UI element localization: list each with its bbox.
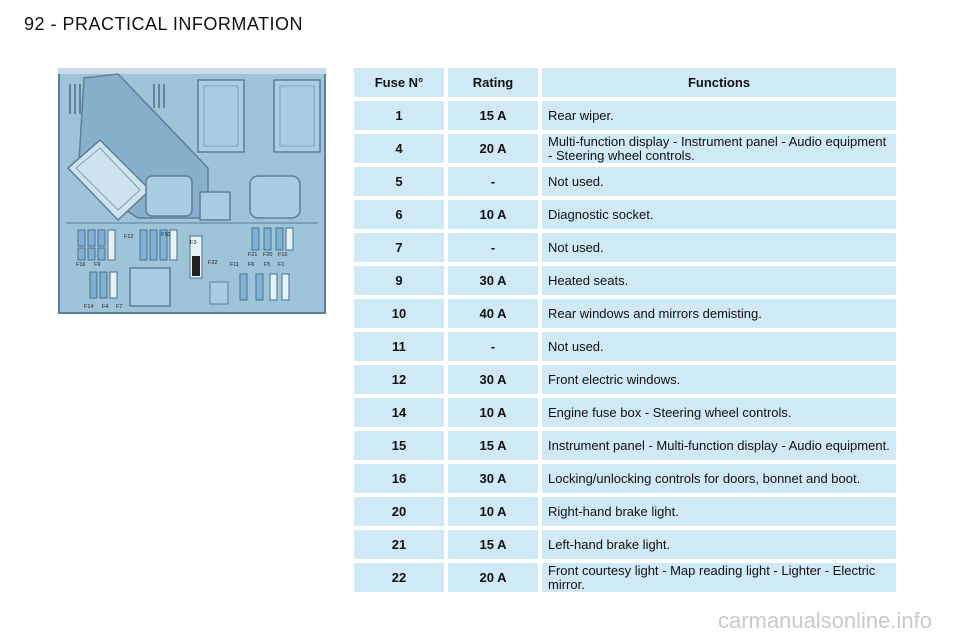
- rating-cell: 30 A: [448, 266, 538, 295]
- function-cell: Rear wiper.: [542, 101, 896, 130]
- function-cell: Not used.: [542, 233, 896, 262]
- header-functions: Functions: [542, 68, 896, 97]
- fuse-number-cell: 10: [354, 299, 444, 328]
- rating-cell: 30 A: [448, 365, 538, 394]
- fuse-number-cell: 14: [354, 398, 444, 427]
- header-rating: Rating: [448, 68, 538, 97]
- rating-cell: 30 A: [448, 464, 538, 493]
- label-f10: F10: [161, 232, 171, 238]
- table-row: [354, 431, 896, 460]
- function-cell: Not used.: [542, 332, 896, 361]
- rating-cell: -: [448, 167, 538, 196]
- fuse-table: [350, 64, 900, 596]
- fuse-number-cell: 4: [354, 134, 444, 163]
- header-fuse: Fuse N°: [354, 68, 444, 97]
- table-row: [354, 365, 896, 394]
- table-header-row: [354, 68, 896, 97]
- table-row: [354, 134, 896, 163]
- watermark: carmanualsonline.info: [717, 608, 932, 633]
- label-f11: F11: [230, 262, 240, 268]
- label-f6: F6: [248, 262, 255, 268]
- rating-cell: 40 A: [448, 299, 538, 328]
- rating-cell: 15 A: [448, 101, 538, 130]
- function-cell: Heated seats.: [542, 266, 896, 295]
- function-cell: Engine fuse box - Steering wheel controls.: [542, 398, 896, 427]
- label-f1: F1: [278, 262, 285, 268]
- label-f22: F22: [208, 260, 218, 266]
- fuse-number-cell: 16: [354, 464, 444, 493]
- fuse-number-cell: 6: [354, 200, 444, 229]
- rating-cell: 10 A: [448, 398, 538, 427]
- fuse-number-cell: 12: [354, 365, 444, 394]
- rating-cell: 20 A: [448, 563, 538, 592]
- table-row: [354, 101, 896, 130]
- fuse-number-cell: 20: [354, 497, 444, 526]
- rating-cell: 20 A: [448, 134, 538, 163]
- table-row: [354, 266, 896, 295]
- fuse-number-cell: 11: [354, 332, 444, 361]
- fuse-number-cell: 5: [354, 167, 444, 196]
- table-row: [354, 233, 896, 262]
- function-cell: Left-hand brake light.: [542, 530, 896, 559]
- table-row: [354, 464, 896, 493]
- function-cell: Diagnostic socket.: [542, 200, 896, 229]
- label-f21: F21: [248, 252, 258, 258]
- rating-cell: -: [448, 332, 538, 361]
- table-row: [354, 563, 896, 592]
- rating-cell: 10 A: [448, 497, 538, 526]
- function-cell: Rear windows and mirrors demisting.: [542, 299, 896, 328]
- table-row: [354, 332, 896, 361]
- function-cell: Right-hand brake light.: [542, 497, 896, 526]
- fuse-number-cell: 7: [354, 233, 444, 262]
- fuse-box-diagram: [58, 68, 326, 314]
- page-title: 92 - PRACTICAL INFORMATION: [24, 14, 304, 34]
- label-f15: F15: [278, 252, 288, 258]
- table-row: [354, 398, 896, 427]
- label-f14: F14: [84, 304, 94, 310]
- label-f4: F4: [102, 304, 109, 310]
- fuse-number-cell: 22: [354, 563, 444, 592]
- function-cell: Front courtesy light - Map reading light - Lighter - Electric mirror.: [542, 563, 896, 592]
- fuse-number-cell: 15: [354, 431, 444, 460]
- rating-cell: 15 A: [448, 431, 538, 460]
- label-f5: F5: [264, 262, 271, 268]
- rating-cell: 10 A: [448, 200, 538, 229]
- table-row: [354, 200, 896, 229]
- fuse-number-cell: 9: [354, 266, 444, 295]
- table-row: [354, 497, 896, 526]
- label-f9: F9: [94, 262, 101, 268]
- function-cell: Front electric windows.: [542, 365, 896, 394]
- label-f16: F16: [76, 262, 86, 268]
- fuse-number-cell: 21: [354, 530, 444, 559]
- rating-cell: -: [448, 233, 538, 262]
- function-cell: Locking/unlocking controls for doors, bonnet and boot.: [542, 464, 896, 493]
- table-row: [354, 530, 896, 559]
- label-f7: F7: [116, 304, 123, 310]
- table-row: [354, 299, 896, 328]
- fuse-number-cell: 1: [354, 101, 444, 130]
- label-f12: F12: [124, 234, 134, 240]
- label-f3: F3: [190, 240, 197, 246]
- label-f20: F20: [263, 252, 273, 258]
- function-cell: Not used.: [542, 167, 896, 196]
- table-row: [354, 167, 896, 196]
- function-cell: Instrument panel - Multi-function display - Audio equipment.: [542, 431, 896, 460]
- rating-cell: 15 A: [448, 530, 538, 559]
- function-cell: Multi-function display - Instrument panel - Audio equipment - Steering wheel controls.: [542, 134, 896, 163]
